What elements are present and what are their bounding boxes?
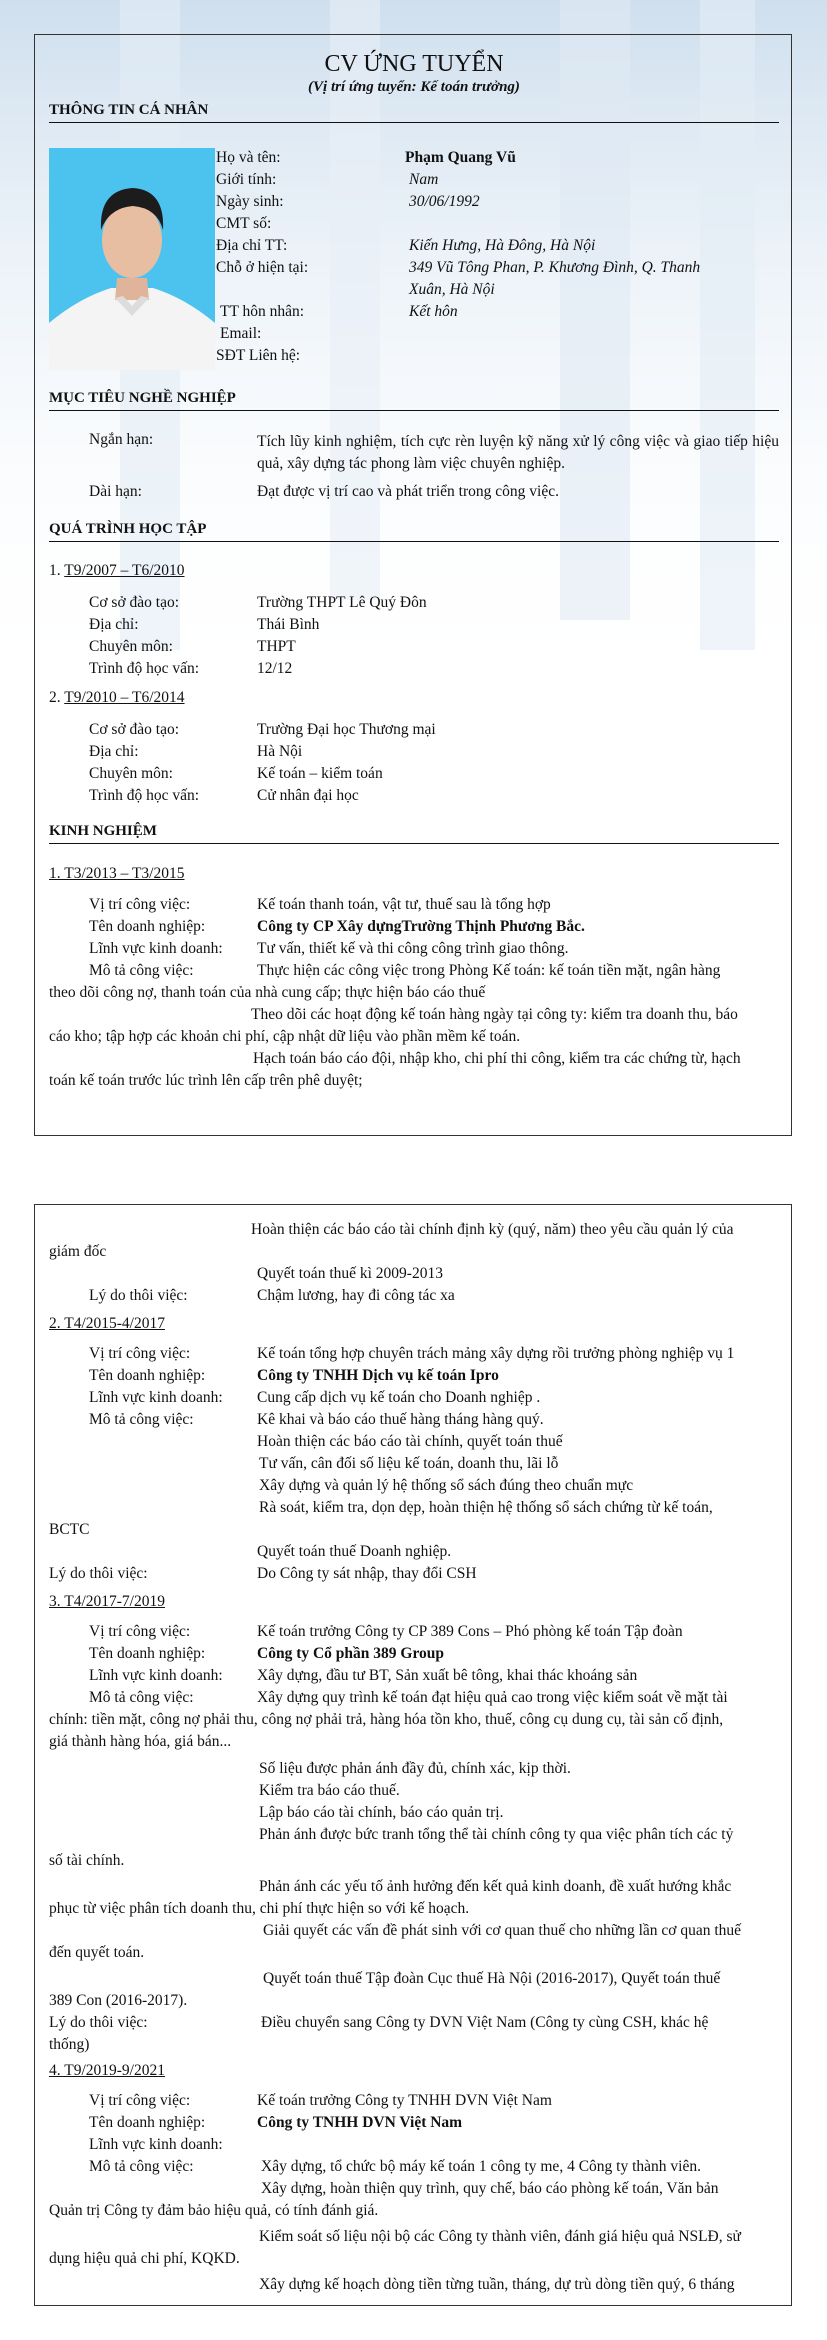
job-2-value-leave: Do Công ty sát nhập, thay đổi CSH xyxy=(257,1565,477,1582)
value-birthdate: 30/06/1992 xyxy=(409,193,480,210)
job-1-desc-line: Thực hiện các công việc trong Phòng Kế toán: kế toán tiền mặt, ngân hàng xyxy=(257,962,721,979)
job-2-heading: 2. T4/2015-4/2017 xyxy=(49,1315,165,1332)
job-2-value-field: Cung cấp dịch vụ kế toán cho Doanh nghiệp . xyxy=(257,1389,541,1406)
job-4-desc-line: Xây dựng kế hoạch dòng tiền từng tuần, tháng, dự trù dòng tiền quý, 6 tháng xyxy=(259,2276,735,2293)
job-1-desc-line: Hạch toán báo cáo đội, nhập kho, chi phí thi công, kiểm tra các chứng từ, hạch xyxy=(253,1050,741,1067)
job-4-value-position: Kế toán trưởng Công ty TNHH DVN Việt Nam xyxy=(257,2092,552,2109)
job-3-desc-line: chính: tiền mặt, công nợ phải thu, công nợ phải trả, hàng hóa tồn kho, thuế, công cụ dung cụ, tài sản cố định, xyxy=(49,1711,724,1728)
text-long-term: Đạt được vị trí cao và phát triển trong công việc. xyxy=(257,483,559,500)
job-3-desc-line: Kiểm tra báo cáo thuế. xyxy=(259,1782,400,1799)
edu-1-label-address: Địa chỉ: xyxy=(89,616,139,633)
job-1-label-leave: Lý do thôi việc: xyxy=(89,1287,188,1304)
job-3-desc-line: Phản ánh được bức tranh tổng thể tài chính công ty qua việc phân tích các tỷ xyxy=(259,1826,734,1843)
job-4-desc-line: Xây dựng, tổ chức bộ máy kế toán 1 công ty me, 4 Công ty thành viên. xyxy=(261,2158,701,2175)
job-2-desc-line: Xây dựng và quản lý hệ thống sổ sách đúng theo chuẩn mực xyxy=(259,1477,634,1494)
job-3-label-field: Lĩnh vực kinh doanh: xyxy=(89,1667,223,1684)
job-3-desc-line: đến quyết toán. xyxy=(49,1944,145,1961)
cv-page-2 xyxy=(34,1204,792,2306)
section-personal-info: THÔNG TIN CÁ NHÂN xyxy=(49,102,779,123)
job-1-value-position: Kế toán thanh toán, vật tư, thuế sau là tổng hợp xyxy=(257,896,551,913)
edu-1-value-school: Trường THPT Lê Quý Đôn xyxy=(257,594,427,611)
job-3-label-company: Tên doanh nghiệp: xyxy=(89,1645,206,1662)
edu-1-number: 1. xyxy=(49,562,61,579)
job-3-desc-line: giá thành hàng hóa, giá bán... xyxy=(49,1733,232,1750)
job-3-value-leave-line2: thống) xyxy=(49,2036,90,2053)
job-1-desc-line: Theo dõi các hoạt động kế toán hàng ngày tại công ty: kiểm tra doanh thu, báo xyxy=(251,1006,738,1023)
job-1-label-field: Lĩnh vực kinh doanh: xyxy=(89,940,223,957)
section-education: QUÁ TRÌNH HỌC TẬP xyxy=(49,521,779,542)
section-career-objective: MỤC TIÊU NGHỀ NGHIỆP xyxy=(49,390,779,411)
label-permanent-address: Địa chỉ TT: xyxy=(216,237,288,254)
job-3-desc-line: Lập báo cáo tài chính, báo cáo quản trị. xyxy=(259,1804,504,1821)
job-1-desc-line: cáo kho; tập hợp các khoản chi phí, cập nhật dữ liệu vào phần mềm kế toán. xyxy=(49,1028,521,1045)
job-1-desc-line: Hoàn thiện các báo cáo tài chính định kỳ (quý, năm) theo yêu cầu quản lý của xyxy=(251,1221,734,1238)
job-2-desc-line: Kê khai và báo cáo thuế hàng tháng hàng quý. xyxy=(257,1411,544,1428)
value-gender: Nam xyxy=(409,171,439,188)
job-3-value-company: Công ty Cổ phần 389 Group xyxy=(257,1645,445,1662)
job-2-label-field: Lĩnh vực kinh doanh: xyxy=(89,1389,223,1406)
job-2-desc-line: Rà soát, kiểm tra, dọn dẹp, hoàn thiện hệ thống sổ sách chứng từ kế toán, xyxy=(259,1499,713,1516)
text-short-term: Tích lũy kinh nghiệm, tích cực rèn luyện kỹ năng xử lý công việc và giao tiếp hiệu quả, xây dựng tác phong làm việc chuyên nghiệp. xyxy=(257,433,779,472)
label-long-term: Dài hạn: xyxy=(89,483,142,500)
job-2-label-company: Tên doanh nghiệp: xyxy=(89,1367,206,1384)
job-4-label-field: Lĩnh vực kinh doanh: xyxy=(89,2136,223,2153)
job-1-desc-line: giám đốc xyxy=(49,1243,107,1260)
edu-2-heading xyxy=(49,689,185,707)
job-3-desc-line: 389 Con (2016-2017). xyxy=(49,1992,188,2009)
edu-2-label-school: Cơ sở đào tạo: xyxy=(89,721,180,738)
job-4-desc-line: Kiểm soát số liệu nội bộ các Công ty thành viên, đánh giá hiệu quả NSLĐ, sử xyxy=(259,2228,741,2245)
job-3-value-position: Kế toán trưởng Công ty CP 389 Cons – Phó phòng kế toán Tập đoàn xyxy=(257,1623,683,1640)
job-2-desc-line: BCTC xyxy=(49,1521,90,1538)
job-1-value-company: Công ty CP Xây dựngTrường Thịnh Phương Bắc. xyxy=(257,918,585,935)
job-3-label-leave: Lý do thôi việc: xyxy=(49,2014,148,2031)
job-3-desc-line: Giải quyết các vấn đề phát sinh với cơ quan thuế cho những lần cơ quan thuế xyxy=(263,1922,742,1939)
edu-1-value-major: THPT xyxy=(257,638,296,655)
job-3-value-leave: Điều chuyển sang Công ty DVN Việt Nam (Công ty cùng CSH, khác hệ xyxy=(261,2014,709,2031)
label-birthdate: Ngày sinh: xyxy=(216,193,284,210)
job-3-value-field: Xây dựng, đầu tư BT, Sản xuất bê tông, khai thác khoáng sản xyxy=(257,1667,638,1684)
edu-2-label-level: Trình độ học vấn: xyxy=(89,787,200,804)
job-3-desc-line: Số liệu được phản ánh đầy đủ, chính xác, kịp thời. xyxy=(259,1760,571,1777)
job-1-desc-line: theo dõi công nợ, thanh toán của nhà cung cấp; thực hiện báo cáo thuế xyxy=(49,984,486,1001)
job-1-heading: 1. T3/2013 – T3/2015 xyxy=(49,865,185,882)
job-2-label-desc: Mô tả công việc: xyxy=(89,1411,194,1428)
edu-2-period: T9/2010 – T6/2014 xyxy=(64,689,185,706)
section-experience: KINH NGHIỆM xyxy=(49,823,779,844)
person-portrait-icon xyxy=(49,148,215,370)
edu-1-period: T9/2007 – T6/2010 xyxy=(64,562,185,579)
job-1-desc-line: toán kế toán trước lúc trình lên cấp trên phê duyệt; xyxy=(49,1072,363,1089)
edu-1-heading xyxy=(49,562,185,580)
edu-2-label-major: Chuyên môn: xyxy=(89,765,173,782)
label-gender: Giới tính: xyxy=(216,171,277,188)
job-4-heading: 4. T9/2019-9/2021 xyxy=(49,2062,165,2079)
profile-photo xyxy=(49,148,215,370)
job-1-label-position: Vị trí công việc: xyxy=(89,896,191,913)
label-fullname: Họ và tên: xyxy=(216,149,281,166)
edu-2-label-address: Địa chỉ: xyxy=(89,743,139,760)
job-3-label-position: Vị trí công việc: xyxy=(89,1623,191,1640)
job-4-label-company: Tên doanh nghiệp: xyxy=(89,2114,206,2131)
cv-subtitle: (Vị trí ứng tuyển: Kế toán trưởng) xyxy=(308,79,520,95)
job-4-desc-line: Quản trị Công ty đảm bảo hiệu quả, có tính đánh giá. xyxy=(49,2202,379,2219)
edu-1-value-address: Thái Bình xyxy=(257,616,320,633)
label-short-term: Ngắn hạn: xyxy=(89,431,154,448)
job-2-value-position: Kế toán tổng hợp chuyên trách mảng xây dựng rồi trưởng phòng nghiệp vụ 1 xyxy=(257,1345,735,1362)
value-permanent-address: Kiến Hưng, Hà Đông, Hà Nội xyxy=(409,237,596,254)
job-1-value-field: Tư vấn, thiết kế và thi công công trình giao thông. xyxy=(257,940,569,957)
job-4-label-position: Vị trí công việc: xyxy=(89,2092,191,2109)
job-3-label-desc: Mô tả công việc: xyxy=(89,1689,194,1706)
edu-2-number: 2. xyxy=(49,689,61,706)
job-2-desc-line: Quyết toán thuế Doanh nghiệp. xyxy=(257,1543,452,1560)
value-current-address-line2: Xuân, Hà Nội xyxy=(409,281,495,298)
job-1-label-company: Tên doanh nghiệp: xyxy=(89,918,206,935)
value-fullname: Phạm Quang Vũ xyxy=(405,149,516,166)
label-phone: SĐT Liên hệ: xyxy=(216,347,301,364)
label-current-address: Chỗ ở hiện tại: xyxy=(216,259,309,276)
job-3-heading: 3. T4/2017-7/2019 xyxy=(49,1593,165,1610)
edu-2-value-address: Hà Nội xyxy=(257,743,303,760)
job-4-desc-line: Xây dựng, hoàn thiện quy trình, quy chế, báo cáo phòng kế toán, Văn bản xyxy=(261,2180,719,2197)
label-id-number: CMT số: xyxy=(216,215,272,232)
job-2-label-position: Vị trí công việc: xyxy=(89,1345,191,1362)
job-2-desc-line: Tư vấn, cân đối số liệu kế toán, doanh thu, lãi lỗ xyxy=(259,1455,559,1472)
job-3-desc-line: Quyết toán thuế Tập đoàn Cục thuế Hà Nội (2016-2017), Quyết toán thuế xyxy=(263,1970,721,1987)
job-4-desc-line: dụng hiệu quả chi phí, KQKD. xyxy=(49,2250,240,2267)
job-1-label-desc: Mô tả công việc: xyxy=(89,962,194,979)
label-marital-status: TT hôn nhân: xyxy=(220,303,305,320)
value-current-address: 349 Vũ Tông Phan, P. Khương Đình, Q. Thanh xyxy=(409,259,701,276)
edu-2-value-level: Cử nhân đại học xyxy=(257,787,359,804)
job-3-desc-line: số tài chính. xyxy=(49,1852,125,1869)
job-2-value-company: Công ty TNHH Dịch vụ kế toán Ipro xyxy=(257,1367,499,1384)
job-4-label-desc: Mô tả công việc: xyxy=(89,2158,194,2175)
job-2-desc-line: Hoàn thiện các báo cáo tài chính, quyết toán thuế xyxy=(257,1433,563,1450)
edu-1-label-school: Cơ sở đào tạo: xyxy=(89,594,180,611)
cv-page-1 xyxy=(34,34,792,1136)
cv-title: CV ỨNG TUYỂN xyxy=(324,51,504,77)
label-email: Email: xyxy=(220,325,262,342)
job-4-value-company: Công ty TNHH DVN Việt Nam xyxy=(257,2114,463,2131)
job-1-desc-line: Quyết toán thuế kì 2009-2013 xyxy=(257,1265,443,1282)
job-3-desc-line: phục từ việc phân tích doanh thu, chi phí thực hiện so với kế hoạch. xyxy=(49,1900,470,1917)
edu-2-value-major: Kế toán – kiểm toán xyxy=(257,765,383,782)
job-1-value-leave: Chậm lương, hay đi công tác xa xyxy=(257,1287,455,1304)
edu-1-label-level: Trình độ học vấn: xyxy=(89,660,200,677)
job-3-desc-line: Phản ánh các yếu tố ảnh hưởng đến kết quả kinh doanh, đề xuất hướng khắc xyxy=(259,1878,732,1895)
value-marital-status: Kết hôn xyxy=(409,303,458,320)
edu-1-label-major: Chuyên môn: xyxy=(89,638,173,655)
job-3-desc-line: Xây dựng quy trình kế toán đạt hiệu quả cao trong việc kiểm soát về mặt tài xyxy=(257,1689,728,1706)
edu-1-value-level: 12/12 xyxy=(257,660,293,677)
edu-2-value-school: Trường Đại học Thương mại xyxy=(257,721,436,738)
job-2-label-leave: Lý do thôi việc: xyxy=(49,1565,148,1582)
